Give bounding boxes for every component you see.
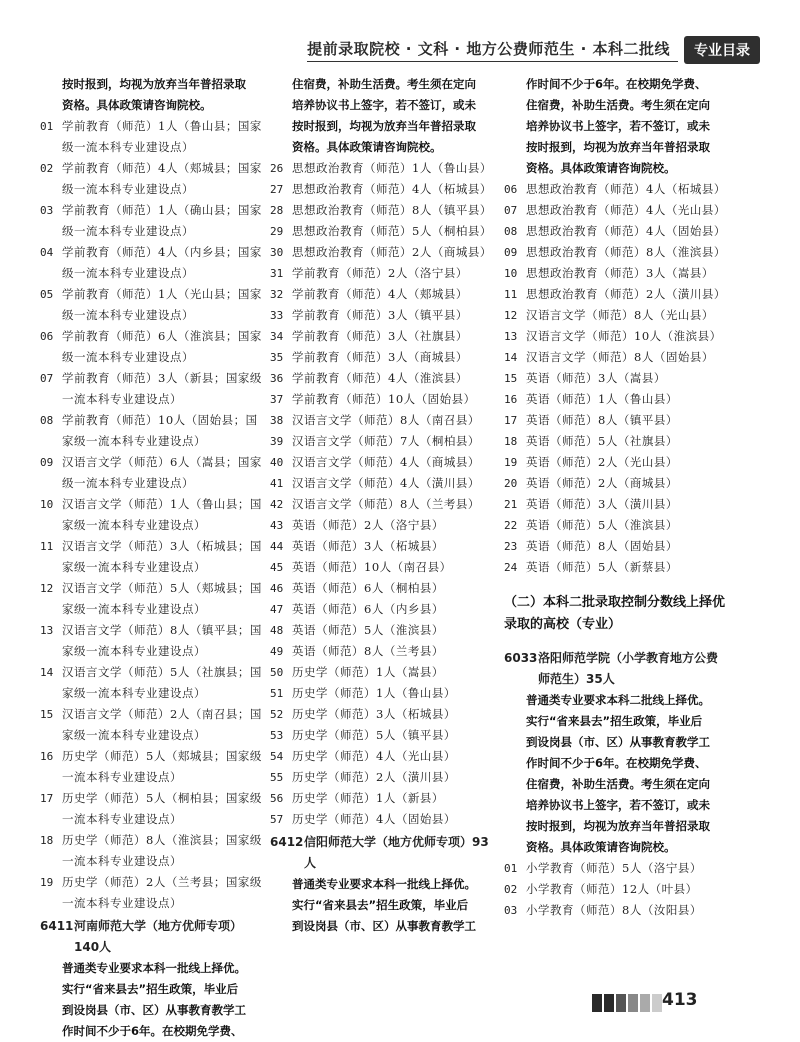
item-number: 40 — [270, 456, 284, 469]
item-number: 18 — [40, 834, 54, 847]
school-code: 6033 — [504, 651, 538, 665]
item-number: 45 — [270, 561, 284, 574]
item-number: 29 — [270, 225, 284, 238]
lead-paragraph-line: 资格。具体政策请咨询院校。 — [62, 98, 212, 112]
item-number: 03 — [40, 204, 54, 217]
item-number: 42 — [270, 498, 284, 511]
list-item — [40, 578, 264, 620]
item-number: 19 — [40, 876, 54, 889]
list-item — [40, 620, 264, 662]
list-item — [504, 305, 726, 326]
list-item — [504, 242, 726, 263]
item-text: 历史学（师范）1人（鲁山县） — [292, 686, 456, 700]
item-number: 33 — [270, 309, 284, 322]
list-item — [504, 473, 726, 494]
list-item — [40, 368, 264, 410]
list-item — [270, 221, 498, 242]
list-item — [270, 179, 498, 200]
item-number: 39 — [270, 435, 284, 448]
school-description-line: 普通类专业要求本科二批线上择优。 — [526, 693, 710, 707]
school-heading — [270, 832, 498, 874]
list-item — [504, 347, 726, 368]
list-item — [270, 158, 498, 179]
item-text: 英语（师范）5人（淮滨县） — [526, 518, 678, 532]
lead-paragraph-line: 培养协议书上签字，若不签订，或未 — [292, 98, 476, 112]
item-text: 学前教育（师范）6人（淮滨县；国家级一流本科专业建设点） — [62, 329, 262, 364]
school-description-line: 实行“省来县去”招生政策，毕业后 — [526, 714, 703, 728]
item-text: 历史学（师范）8人（淮滨县；国家级一流本科专业建设点） — [62, 833, 262, 868]
item-text: 思想政治教育（师范）4人（光山县） — [526, 203, 726, 217]
item-number: 17 — [40, 792, 54, 805]
item-text: 英语（师范）2人（商城县） — [526, 476, 678, 490]
list-item — [270, 704, 498, 725]
list-item — [40, 410, 264, 452]
list-item — [270, 767, 498, 788]
item-text: 学前教育（师范）3人（新县；国家级一流本科专业建设点） — [62, 371, 262, 406]
item-text: 汉语言文学（师范）4人（潢川县） — [292, 476, 480, 490]
item-number: 52 — [270, 708, 284, 721]
item-text: 学前教育（师范）4人（郏城县；国家级一流本科专业建设点） — [62, 161, 262, 196]
item-text: 学前教育（师范）3人（社旗县） — [292, 329, 468, 343]
item-text: 英语（师范）8人（兰考县） — [292, 644, 444, 658]
list-item — [270, 410, 498, 431]
page-number: 413 — [662, 990, 698, 1010]
list-item — [504, 410, 726, 431]
item-text: 汉语言文学（师范）8人（镇平县；国家级一流本科专业建设点） — [62, 623, 262, 658]
item-number: 10 — [40, 498, 54, 511]
lead-paragraph-line: 住宿费，补助生活费。考生须在定向 — [292, 77, 476, 91]
item-text: 小学教育（师范）12人（叶县） — [526, 882, 698, 896]
item-text: 学前教育（师范）4人（淮滨县） — [292, 371, 468, 385]
item-number: 11 — [504, 288, 518, 301]
list-item — [270, 725, 498, 746]
item-text: 汉语言文学（师范）2人（南召县；国家级一流本科专业建设点） — [62, 707, 262, 742]
list-item — [270, 431, 498, 452]
item-number: 28 — [270, 204, 284, 217]
item-number: 30 — [270, 246, 284, 259]
item-number: 22 — [504, 519, 518, 532]
list-item — [504, 326, 726, 347]
item-number: 53 — [270, 729, 284, 742]
footer-bar-segment — [652, 994, 662, 1012]
list-item — [270, 683, 498, 704]
column-3 — [504, 74, 726, 921]
item-text: 学前教育（师范）2人（洛宁县） — [292, 266, 468, 280]
list-item — [270, 326, 498, 347]
item-number: 07 — [504, 204, 518, 217]
item-text: 历史学（师范）5人（桐柏县；国家级一流本科专业建设点） — [62, 791, 262, 826]
item-number: 34 — [270, 330, 284, 343]
item-number: 02 — [40, 162, 54, 175]
school-description-line: 资格。具体政策请咨询院校。 — [526, 840, 676, 854]
list-item — [504, 221, 726, 242]
list-item — [40, 284, 264, 326]
item-text: 英语（师范）10人（南召县） — [292, 560, 452, 574]
item-text: 英语（师范）2人（光山县） — [526, 455, 678, 469]
list-item — [40, 116, 264, 158]
item-text: 汉语言文学（师范）6人（嵩县；国家级一流本科专业建设点） — [62, 455, 262, 490]
item-number: 19 — [504, 456, 518, 469]
item-text: 汉语言文学（师范）8人（南召县） — [292, 413, 480, 427]
item-number: 09 — [40, 456, 54, 469]
list-item — [504, 879, 726, 900]
list-item — [504, 494, 726, 515]
column-2 — [270, 74, 498, 937]
list-item — [270, 368, 498, 389]
list-item — [504, 200, 726, 221]
item-number: 12 — [40, 582, 54, 595]
list-item — [270, 473, 498, 494]
item-text: 思想政治教育（师范）8人（淮滨县） — [526, 245, 726, 259]
school-description-line: 普通类专业要求本科一批线上择优。 — [62, 961, 246, 975]
item-number: 06 — [40, 330, 54, 343]
item-number: 31 — [270, 267, 284, 280]
footer-bar-segment — [628, 994, 638, 1012]
item-text: 英语（师范）5人（淮滨县） — [292, 623, 444, 637]
item-text: 汉语言文学（师范）8人（光山县） — [526, 308, 714, 322]
item-text: 历史学（师范）4人（固始县） — [292, 812, 456, 826]
item-text: 英语（师范）3人（柘城县） — [292, 539, 444, 553]
list-item — [270, 452, 498, 473]
item-number: 13 — [504, 330, 518, 343]
item-text: 历史学（师范）3人（柘城县） — [292, 707, 456, 721]
school-code: 6412 — [270, 835, 304, 849]
lead-paragraph-line: 按时报到，均视为放弃当年普招录取 — [62, 77, 246, 91]
item-text: 汉语言文学（师范）4人（商城县） — [292, 455, 480, 469]
item-number: 51 — [270, 687, 284, 700]
lead-paragraph-line: 资格。具体政策请咨询院校。 — [292, 140, 442, 154]
item-text: 历史学（师范）4人（光山县） — [292, 749, 456, 763]
item-text: 英语（师范）8人（固始县） — [526, 539, 678, 553]
item-number: 15 — [504, 372, 518, 385]
footer-bar-segment — [592, 994, 602, 1012]
item-number: 37 — [270, 393, 284, 406]
item-number: 48 — [270, 624, 284, 637]
item-text: 思想政治教育（师范）1人（鲁山县） — [292, 161, 492, 175]
item-number: 54 — [270, 750, 284, 763]
item-number: 14 — [40, 666, 54, 679]
header-badge: 专业目录 — [684, 36, 760, 64]
list-item — [504, 900, 726, 921]
list-item — [504, 389, 726, 410]
list-item — [40, 200, 264, 242]
item-text: 历史学（师范）5人（郏城县；国家级一流本科专业建设点） — [62, 749, 262, 784]
item-text: 汉语言文学（师范）3人（柘城县；国家级一流本科专业建设点） — [62, 539, 262, 574]
item-number: 24 — [504, 561, 518, 574]
item-text: 英语（师范）3人（嵩县） — [526, 371, 666, 385]
school-code: 6411 — [40, 919, 74, 933]
item-number: 50 — [270, 666, 284, 679]
item-text: 英语（师范）8人（镇平县） — [526, 413, 678, 427]
list-item — [504, 452, 726, 473]
item-number: 46 — [270, 582, 284, 595]
item-text: 汉语言文学（师范）1人（鲁山县；国家级一流本科专业建设点） — [62, 497, 262, 532]
lead-paragraph-line: 按时报到，均视为放弃当年普招录取 — [526, 140, 710, 154]
item-text: 学前教育（师范）3人（镇平县） — [292, 308, 468, 322]
school-heading — [40, 916, 264, 958]
item-text: 英语（师范）5人（新蔡县） — [526, 560, 678, 574]
item-number: 12 — [504, 309, 518, 322]
list-item — [40, 242, 264, 284]
item-number: 57 — [270, 813, 284, 826]
item-number: 05 — [40, 288, 54, 301]
list-item — [40, 746, 264, 788]
school-name: 河南师范大学（地方优师专项）140人 — [74, 919, 243, 954]
item-number: 16 — [504, 393, 518, 406]
list-item — [40, 788, 264, 830]
list-item — [270, 494, 498, 515]
item-number: 27 — [270, 183, 284, 196]
list-item — [270, 389, 498, 410]
list-item — [504, 515, 726, 536]
list-item — [40, 704, 264, 746]
item-text: 学前教育（师范）1人（光山县；国家级一流本科专业建设点） — [62, 287, 262, 322]
item-text: 英语（师范）2人（洛宁县） — [292, 518, 444, 532]
school-description-line: 到设岗县（市、区）从事教育教学工 — [62, 1003, 246, 1017]
footer-bar-segment — [616, 994, 626, 1012]
item-text: 思想政治教育（师范）2人（商城县） — [292, 245, 492, 259]
school-description-line: 作时间不少于6年。在校期免学费、 — [526, 756, 707, 770]
item-text: 历史学（师范）2人（潢川县） — [292, 770, 456, 784]
item-text: 汉语言文学（师范）7人（桐柏县） — [292, 434, 480, 448]
school-description-line: 住宿费，补助生活费。考生须在定向 — [526, 777, 710, 791]
school-description-line: 到设岗县（市、区）从事教育教学工 — [292, 919, 476, 933]
lead-paragraph-line: 按时报到，均视为放弃当年普招录取 — [292, 119, 476, 133]
list-item — [270, 578, 498, 599]
item-number: 14 — [504, 351, 518, 364]
list-item — [270, 242, 498, 263]
list-item — [270, 662, 498, 683]
item-text: 汉语言文学（师范）5人（郏城县；国家级一流本科专业建设点） — [62, 581, 262, 616]
school-description-line: 培养协议书上签字，若不签订，或未 — [526, 798, 710, 812]
lead-paragraph-line: 住宿费，补助生活费。考生须在定向 — [526, 98, 710, 112]
list-item — [270, 557, 498, 578]
item-number: 21 — [504, 498, 518, 511]
item-text: 学前教育（师范）4人（郏城县） — [292, 287, 468, 301]
school-description-line: 实行“省来县去”招生政策，毕业后 — [292, 898, 469, 912]
item-number: 08 — [504, 225, 518, 238]
list-item — [504, 179, 726, 200]
item-text: 汉语言文学（师范）8人（兰考县） — [292, 497, 480, 511]
item-number: 47 — [270, 603, 284, 616]
list-item — [270, 788, 498, 809]
item-text: 英语（师范）1人（鲁山县） — [526, 392, 678, 406]
list-item — [504, 536, 726, 557]
list-item — [270, 809, 498, 830]
item-number: 36 — [270, 372, 284, 385]
item-text: 英语（师范）5人（社旗县） — [526, 434, 678, 448]
item-number: 15 — [40, 708, 54, 721]
item-text: 英语（师范）6人（内乡县） — [292, 602, 444, 616]
item-number: 06 — [504, 183, 518, 196]
list-item — [270, 200, 498, 221]
item-number: 09 — [504, 246, 518, 259]
lead-paragraph-line: 作时间不少于6年。在校期免学费、 — [526, 77, 707, 91]
item-number: 56 — [270, 792, 284, 805]
item-text: 小学教育（师范）5人（洛宁县） — [526, 861, 702, 875]
item-number: 11 — [40, 540, 54, 553]
item-number: 13 — [40, 624, 54, 637]
lead-paragraph-line: 培养协议书上签字，若不签订，或未 — [526, 119, 710, 133]
list-item — [270, 620, 498, 641]
item-number: 03 — [504, 904, 518, 917]
item-text: 汉语言文学（师范）10人（淮滨县） — [526, 329, 722, 343]
list-item — [40, 830, 264, 872]
item-number: 32 — [270, 288, 284, 301]
list-item — [270, 515, 498, 536]
item-number: 08 — [40, 414, 54, 427]
school-description-line: 按时报到，均视为放弃当年普招录取 — [526, 819, 710, 833]
item-text: 汉语言文学（师范）8人（固始县） — [526, 350, 714, 364]
item-text: 思想政治教育（师范）2人（潢川县） — [526, 287, 726, 301]
item-text: 小学教育（师范）8人（汝阳县） — [526, 903, 702, 917]
list-item — [270, 599, 498, 620]
list-item — [40, 494, 264, 536]
item-number: 41 — [270, 477, 284, 490]
section-heading: （二）本科二批录取控制分数线上择优录取的高校（专业） — [504, 595, 726, 632]
item-number: 20 — [504, 477, 518, 490]
item-text: 英语（师范）6人（桐柏县） — [292, 581, 444, 595]
list-item — [270, 347, 498, 368]
list-item — [504, 557, 726, 578]
list-item — [504, 284, 726, 305]
item-text: 学前教育（师范）10人（固始县） — [292, 392, 476, 406]
list-item — [40, 326, 264, 368]
item-number: 35 — [270, 351, 284, 364]
item-number: 16 — [40, 750, 54, 763]
item-number: 17 — [504, 414, 518, 427]
item-number: 01 — [504, 862, 518, 875]
item-number: 18 — [504, 435, 518, 448]
item-text: 学前教育（师范）3人（商城县） — [292, 350, 468, 364]
school-description-line: 普通类专业要求本科一批线上择优。 — [292, 877, 476, 891]
item-text: 历史学（师范）1人（嵩县） — [292, 665, 444, 679]
item-number: 07 — [40, 372, 54, 385]
item-text: 学前教育（师范）4人（内乡县；国家级一流本科专业建设点） — [62, 245, 262, 280]
school-name: 洛阳师范学院（小学教育地方公费师范生）35人 — [538, 651, 719, 686]
item-number: 55 — [270, 771, 284, 784]
list-item — [270, 746, 498, 767]
item-number: 23 — [504, 540, 518, 553]
item-number: 44 — [270, 540, 284, 553]
school-description-line: 到设岗县（市、区）从事教育教学工 — [526, 735, 710, 749]
item-text: 思想政治教育（师范）4人（柘城县） — [526, 182, 726, 196]
item-number: 02 — [504, 883, 518, 896]
item-number: 26 — [270, 162, 284, 175]
item-text: 学前教育（师范）1人（确山县；国家级一流本科专业建设点） — [62, 203, 262, 238]
list-item — [40, 872, 264, 914]
footer-bar-segment — [640, 994, 650, 1012]
item-text: 英语（师范）3人（潢川县） — [526, 497, 678, 511]
item-number: 38 — [270, 414, 284, 427]
item-text: 思想政治教育（师范）4人（柘城县） — [292, 182, 492, 196]
list-item — [40, 158, 264, 200]
list-item — [40, 452, 264, 494]
list-item — [504, 431, 726, 452]
list-item — [40, 662, 264, 704]
list-item — [504, 263, 726, 284]
lead-paragraph-line: 资格。具体政策请咨询院校。 — [526, 161, 676, 175]
school-description-line: 实行“省来县去”招生政策，毕业后 — [62, 982, 239, 996]
item-text: 历史学（师范）5人（镇平县） — [292, 728, 456, 742]
item-number: 01 — [40, 120, 54, 133]
list-item — [504, 368, 726, 389]
footer-bars — [592, 994, 662, 1012]
item-text: 历史学（师范）1人（新县） — [292, 791, 444, 805]
item-text: 学前教育（师范）1人（鲁山县；国家级一流本科专业建设点） — [62, 119, 262, 154]
footer-bar-segment — [604, 994, 614, 1012]
list-item — [270, 263, 498, 284]
item-text: 历史学（师范）2人（兰考县；国家级一流本科专业建设点） — [62, 875, 262, 910]
school-heading — [504, 648, 726, 690]
header-title: 提前录取院校 · 文科 · 地方公费师范生 · 本科二批线 — [307, 38, 678, 62]
item-number: 43 — [270, 519, 284, 532]
list-item — [270, 641, 498, 662]
list-item — [270, 284, 498, 305]
list-item — [270, 536, 498, 557]
item-text: 思想政治教育（师范）3人（嵩县） — [526, 266, 714, 280]
item-text: 学前教育（师范）10人（固始县；国家级一流本科专业建设点） — [62, 413, 258, 448]
list-item — [270, 305, 498, 326]
item-text: 思想政治教育（师范）4人（固始县） — [526, 224, 726, 238]
column-1 — [40, 74, 264, 1042]
list-item — [40, 536, 264, 578]
item-text: 思想政治教育（师范）8人（镇平县） — [292, 203, 492, 217]
school-description-line: 作时间不少于6年。在校期免学费、 — [62, 1024, 243, 1038]
list-item — [504, 858, 726, 879]
school-name: 信阳师范大学（地方优师专项）93人 — [304, 835, 489, 870]
item-number: 49 — [270, 645, 284, 658]
item-number: 10 — [504, 267, 518, 280]
item-text: 思想政治教育（师范）5人（桐柏县） — [292, 224, 492, 238]
item-text: 汉语言文学（师范）5人（社旗县；国家级一流本科专业建设点） — [62, 665, 262, 700]
item-number: 04 — [40, 246, 54, 259]
page-header — [40, 36, 760, 64]
